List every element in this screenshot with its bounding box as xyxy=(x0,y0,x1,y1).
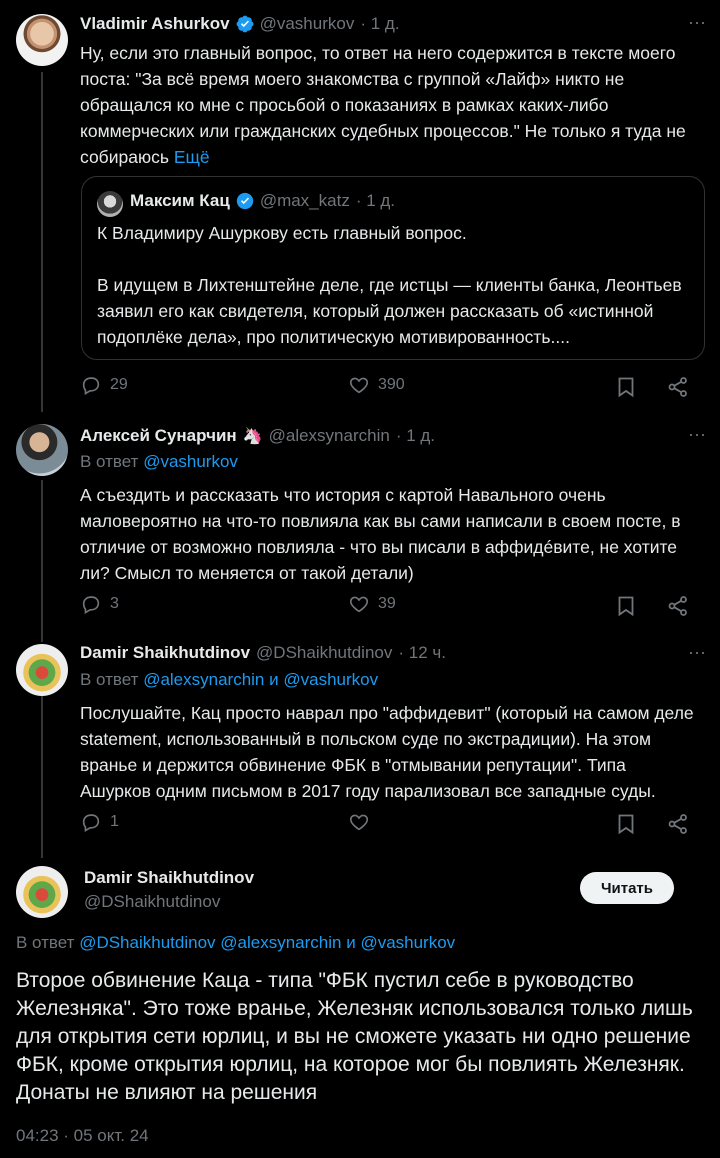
bookmark-icon[interactable] xyxy=(614,594,638,618)
quote-text-line1: К Владимиру Ашуркову есть главный вопрос. xyxy=(97,223,467,243)
like-button[interactable] xyxy=(348,593,396,615)
reply-to-link[interactable]: @vashurkov xyxy=(360,933,456,952)
reply-context: В ответ @vashurkov xyxy=(80,452,238,471)
author-handle[interactable]: @vashurkov xyxy=(259,14,355,33)
reply-icon xyxy=(80,593,102,615)
quote-time: · 1 д. xyxy=(355,191,396,210)
author-handle[interactable]: @DShaikhutdinov xyxy=(256,643,393,662)
quote-text-line2: В идущем в Лихтенштейне деле, где истцы — клиенты банка, Леонтьев заявил его как свидетеля, который должен рассказать об «истинной подоплёке дела», про политическую мотивированность.... xyxy=(97,275,682,347)
post-time[interactable]: · 12 ч. xyxy=(398,643,446,662)
tweet-text: Послушайте, Кац просто наврал про "аффидевит" (который на самом деле statement, использованный в польском суде по экстрадиции). На этом вранье и держится обвинение ФБК в "отмывании репутации". Типа Ашурков одним письмом в 2017 году парализовал все западные суды. xyxy=(80,703,694,801)
timestamp[interactable]: 04:23 · 05 окт. 24 xyxy=(16,1126,149,1145)
heart-icon xyxy=(348,374,370,396)
share-icon[interactable] xyxy=(666,375,690,399)
share-icon[interactable] xyxy=(666,812,690,836)
thread-line xyxy=(41,696,43,858)
reply-to-link[interactable]: @vashurkov xyxy=(143,452,238,471)
quote-author-handle: @max_katz xyxy=(259,191,350,210)
author-handle[interactable]: @DShaikhutdinov xyxy=(84,892,221,911)
reply-to-link[interactable]: @vashurkov xyxy=(283,670,379,689)
share-icon[interactable] xyxy=(666,594,690,618)
author-name[interactable]: Damir Shaikhutdinov xyxy=(80,643,251,662)
thread-line xyxy=(41,480,43,642)
avatar[interactable] xyxy=(16,866,68,918)
show-more-link[interactable]: Ещё xyxy=(173,147,210,167)
like-button[interactable] xyxy=(348,374,405,396)
quote-author-name: Максим Кац xyxy=(130,191,230,210)
tweet-actions xyxy=(80,591,700,621)
author-name[interactable]: Damir Shaikhutdinov xyxy=(84,868,255,887)
reply-count: 1 xyxy=(110,813,119,830)
more-options-icon[interactable]: ··· xyxy=(688,12,706,32)
avatar[interactable] xyxy=(16,644,68,696)
bookmark-icon[interactable] xyxy=(614,375,638,399)
reply-button[interactable] xyxy=(80,374,128,396)
reply-button[interactable] xyxy=(80,593,119,615)
reply-to-link[interactable]: @alexsynarchin xyxy=(220,933,342,952)
more-options-icon[interactable]: ··· xyxy=(688,424,706,444)
verified-badge-icon xyxy=(236,15,254,33)
reply-button[interactable] xyxy=(80,811,119,833)
reply-context: В ответ @DShaikhutdinov @alexsynarchin и @vashurkov xyxy=(16,933,456,952)
more-options-icon[interactable]: ··· xyxy=(688,642,706,662)
quote-avatar[interactable] xyxy=(97,191,123,217)
author-name[interactable]: Алексей Сунарчин xyxy=(80,426,237,445)
verified-badge-icon xyxy=(236,192,254,210)
tweet-text: Ну, если это главный вопрос, то ответ на него содержится в тексте моего поста: "За всё время моего знакомства с группой «Лайф» никто не обращался ко мне с просьбой о показаниях в рамках каких-либо коммерческих или гражданских судебных процессов." Не только я туда не собираюсь Ещё xyxy=(80,43,686,167)
reply-to-link[interactable]: @alexsynarchin xyxy=(143,670,265,689)
reply-icon xyxy=(80,374,102,396)
reply-count: 3 xyxy=(110,595,119,612)
author-handle[interactable]: @alexsynarchin xyxy=(268,426,390,445)
post-time[interactable]: · 1 д. xyxy=(360,14,400,33)
tweet-actions xyxy=(80,372,700,402)
reply-context: В ответ @alexsynarchin и @vashurkov xyxy=(80,670,379,689)
avatar[interactable] xyxy=(16,14,68,66)
reply-to-link[interactable]: @DShaikhutdinov xyxy=(79,933,216,952)
avatar[interactable] xyxy=(16,424,68,476)
author-name[interactable]: Vladimir Ashurkov xyxy=(80,14,230,33)
heart-icon xyxy=(348,593,370,615)
bookmark-icon[interactable] xyxy=(614,812,638,836)
heart-icon xyxy=(348,811,370,833)
like-count: 39 xyxy=(378,595,396,612)
tweet-text: Второе обвинение Каца - типа "ФБК пустил себе в руководство Железняка". Это тоже вранье, Железняк использовался только лишь для открытия сети юрлиц, и вы не сможете указать ни одно решение ФБК, кроме открытия юрлиц, на которое мог бы повлиять Железняк. Донаты не влияют на решения xyxy=(16,969,693,1104)
tweet-text: А съездить и рассказать что история с картой Навального очень маловероятно на что-то повлияла как вы сами написали в своем посте, в отличие от возможно повлияла - что вы писали в аффидéвите, не хотите ли? Смысл то меняется от такой детали) xyxy=(80,485,681,583)
reply-icon xyxy=(80,811,102,833)
like-count: 390 xyxy=(378,376,405,393)
thread-line xyxy=(41,72,43,412)
follow-button[interactable]: Читать xyxy=(580,872,674,904)
tweet-actions xyxy=(80,809,700,839)
like-button[interactable] xyxy=(348,811,378,833)
unicorn-emoji: 🦄 xyxy=(242,428,263,445)
reply-count: 29 xyxy=(110,376,128,393)
quoted-tweet[interactable] xyxy=(81,176,705,360)
post-time[interactable]: · 1 д. xyxy=(395,426,436,445)
